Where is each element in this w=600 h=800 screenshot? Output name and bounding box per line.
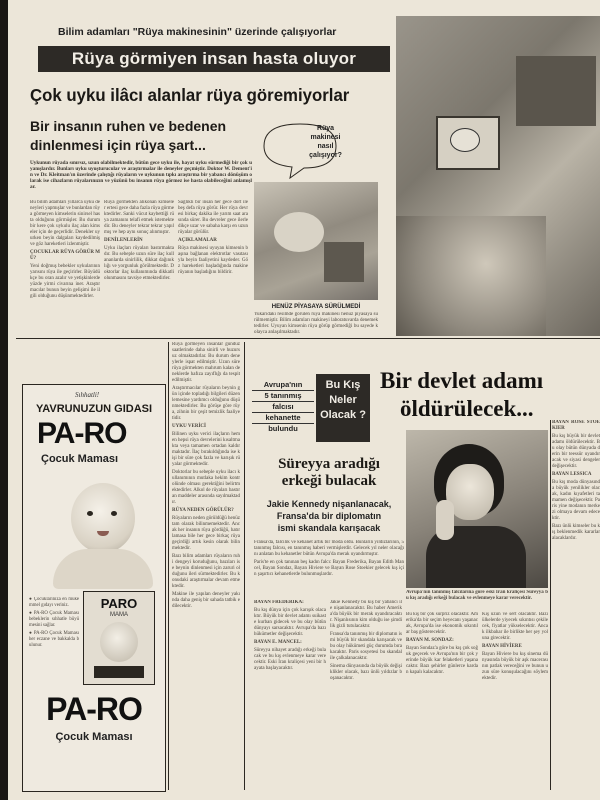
column-rule (244, 342, 245, 790)
section-label: BAYAN FREDERİKA: (254, 600, 304, 605)
sleep-lab-photo (396, 16, 600, 336)
callout-line: çalışıyor? (309, 152, 342, 159)
column-rule (550, 420, 551, 790)
bottom-column-1: BAYAN FREDERİKA: Bu kış dünya için çok karışık olacaktır. Büyük bir devlet adamı suikaste kurban gidecek ve bu olay bütün dünyayı sarsacaktır. Avrupa'da bazı hükümetler değişecektir. BAYAN E. MANCEL: Süreyya nihayet aradığı erkeği bulacak ve bu kış evlenmeye karar verecektir. Eski İran kraliçesi yeni bir hayata başlayacaktır. (254, 600, 326, 671)
bottom-intro: Fransa'da, falcılık ve kehanet artık bir moda oldu. Bunların yıldızlarının, 5 tanınmış falcısı, en tanınmış haberi vermişlerdir. Gelecek yıl neler olacağını anlatan bu kehanetler bütün Avrupa'da merak uyandırmıştır. Paris'te en çok tanınan beş kadın falcı: Bayan Frederika, Bayan Edith Mancel, Bayan Sondaz, Bayan Hiviere ve Bayan Rose Stoekier gelecek kış için şaşırtıcı kehanetlerde bulunmuşlardır. (254, 540, 404, 577)
dial-face (450, 128, 480, 152)
baby-body (53, 549, 153, 589)
bottom-box (316, 374, 370, 442)
section-label: BAYAN LESSICA (552, 472, 592, 477)
ad-title: YAVRUNUZUN GIDASI (35, 403, 153, 415)
bottom-headline-line1: Bir devlet adamı (380, 368, 544, 393)
photo-caption-text: Yukarıdaki resimde görülen rüya makinesi henüz piyasaya sürülmemiştir. Bilim adamları makineyi laboratuvarda denemektedirler. Uyuyan kimsenin rüya görüp görmediği bu sayede kolayca anlaşılmaktadır. (254, 312, 378, 335)
column-rule (168, 342, 169, 790)
bottom-column-2: Jakie Kennedy bu kış bir yabancı ile nişanlanacaktır. Bu haber Amerika'da büyük bir merak uyandıracaktır. Nişanlısının kim olduğu ise şimdilik gizli tutulacaktır. Fransa'da tanınmış bir diplomatın ismi büyük bir skandala karışacak ve bu olay hükümeti güç durumda bırakacaktır. Paris sosyetesi bu skandal ile çalkalanacaktır. Sinema dünyasında da büyük değişiklikler olacak, bazı ünlü yıldızlar boşanacaktır. (330, 600, 402, 681)
newspaper-page (8, 0, 600, 800)
bottom-subhead (254, 456, 404, 490)
box-line: Bu Kış (325, 379, 361, 391)
top-banner: Rüya görmiyen insan hasta oluyor (38, 46, 390, 72)
inset-face (274, 212, 324, 252)
paro-advertisement (22, 384, 166, 792)
page-edge-shadow (0, 0, 8, 800)
callout-text (303, 124, 348, 160)
ad-product: Çocuk Maması (41, 453, 119, 465)
section-label: UYKU VERİCİ (172, 424, 206, 429)
top-subhead-line2: dinlenmesi için rüya şart... (30, 137, 206, 153)
bottom-column-3: Bu kış bir çok sürpriz olacaktır. Amerika'da bir seçim heyecanı yaşanacak, Avrupa'da ise ekonomik sıkıntılar baş gösterecektir. BAYAN M. SONDAZ: Bayan Sondaz'a göre bu kış çok soğuk geçecek ve Avrupa'nın bir çok yerinde büyük kar felaketleri yaşanacaktır. Bazı şehirler günlerce kardan kapalı kalacaktır. (406, 612, 478, 675)
baby-head (71, 483, 135, 553)
section-label: BAYAN HİVİERE (482, 644, 522, 649)
photo-caption-title: HENÜZ PİYASAYA SÜRÜLMEDİ (271, 304, 361, 310)
portrait-hand (436, 500, 454, 540)
baby-illustration (53, 477, 153, 589)
kicker-line: falcısı (252, 401, 314, 412)
top-column-2: Rüya görmekten alıkonan kimseler ertesi gece daha fazla rüya görmektedirler. Sanki vücut kaybettiği rüya zamanını telafi etmek istemektedir. Bu deneyler tekrar tekrar yapılmış ve hep aynı sonuç alınmıştır. DENİLENLERİN Uyku ilaçları rüyaları bastırmaktadır. Bu sebeple uzun süre ilaç kullananlarda sinirlilik, dikkat dağınıklığı ve yorgunluk görülmektedir. Doktorlar ilaç kullanımında dikkatli olunmasını tavsiye etmektedirler. (104, 200, 174, 281)
section-label: BAYAN E. MANCEL: (254, 640, 302, 645)
section-label: AÇIKLAMALAR (178, 238, 217, 243)
top-headline: Çok uyku ilâcı alanlar rüya göremiyorlar (30, 85, 350, 105)
middle-column-1: Rüya görmeyen insanlar gündüz saatlerinde daha sinirli ve huzursuz olmaktadırlar. Bu durum deneylerle ispat edilmiştir. Uzun süre rüya görmekten mahrum kalan deneklerde hafıza zayıflığı da tespit edilmiştir. Araştırmacılar rüyaların beynin gün içinde topladığı bilgileri düzenlemesine yardımcı olduğunu düşünmektedirler. Bu görüşe göre rüya, zihnin bir çeşit temizlik faaliyetidir. UYKU VERİCİ Bilinen uyku verici ilaçların hemen hepsi rüya devrelerini kısaltmakta veya tamamen ortadan kaldırmaktadır. İlaç bırakıldığında ise kişi bir süre çok fazla ve karışık rüyalar görmektedir. Doktorlar bu sebeple uyku ilacı kullanımının mutlaka hekim kontrolünde olması gerektiğini belirtmektedirler. Alkol de rüyaları bastıran maddeler arasında sayılmaktadır. RÜYA NEDEN GÖRÜLÜR? Rüyaların neden görüldüğü henüz tam olarak bilinmemektedir. Ancak her insanın rüya gördüğü, hatırlamasa bile her gece birkaç rüya geçirdiği artık kesin olarak bilinmektedir. Bazı bilim adamları rüyaların ruhi dengeyi koruduğunu, bazıları ise beynin dinlenmesi için zaruri olduğunu ileri sürmektedirler. Bu konudaki araştırmalar devam etmektedir. Makine ile yapılan deneyler yakında daha geniş bir sahada tatbik edilecektir. (172, 342, 240, 609)
bottom-headline-line2: öldürülecek... (400, 396, 534, 421)
kicker-line: Avrupa'nın (263, 380, 303, 389)
ad-bottom-product: Çocuk Maması (55, 731, 133, 743)
kicker-line: bulundu (252, 423, 314, 434)
section-label: DENİLENLERİN (104, 238, 143, 243)
callout-line: nasıl (317, 143, 334, 150)
baby-eye (87, 511, 93, 516)
top-divider (16, 338, 600, 339)
ad-brand: PA-RO (37, 417, 127, 450)
deck-line: Fransa'da bir diplomatın (276, 511, 382, 521)
sleeper-figure (396, 216, 546, 336)
kicker-line: 5 tanınmış (252, 390, 314, 401)
baby-eye (111, 511, 117, 516)
portrait-photo (406, 430, 548, 588)
right-column: BAYAN ROSE STOEKIER Bu kış büyük bir devlet adamı öldürülecektir. Bu olay bütün dünyada derin bir teessür uyandıracak ve siyasi dengeler değişecektir. BAYAN LESSICA Bu kış moda dünyasında büyük yenilikler olacak, kadın kıyafetleri tamamen değişecektir. Paris yine modanın merkezi olmaya devam edecektir. Bazı ünlü kimseler bu kış beklenmedik kararlar alacaklardır. (552, 420, 600, 541)
section-label: BAYAN ROSE STOEKIER (552, 420, 600, 431)
box-sub: MAMA (110, 612, 128, 618)
ad-bullets: ● Çocuklarınıza en mükemmel gıdayı veriniz. ● PA-RO Çocuk Maması bebeklerin sıhhatle büyümesini sağlar. ● PA-RO Çocuk Maması her eczane ve bakkalda bulunur. (29, 597, 79, 648)
subhead-line: Süreyya aradığı (278, 456, 380, 472)
ad-tagline: Sıhhatli! (75, 391, 100, 399)
callout-line: makinesi (310, 134, 341, 141)
bottom-column-4: Kış uzun ve sert olacaktır. Bazı ülkelerde yiyecek sıkıntısı çekilecek, fiyatlar yükselecektir. Ancak ilkbahar ile birlikte her şey yoluna girecektir. BAYAN HİVİERE Bayan Hiviere bu kış sinema dünyasında büyük bir aşk macerasının patlak vereceğini ve bunun uzun süre konuşulacağını söylemektedir. (482, 612, 548, 681)
section-label: RÜYA NEDEN GÖRÜLÜR? (172, 508, 234, 513)
machine-box (516, 56, 596, 126)
top-subhead-line1: Bir insanın ruhen ve bedenen (30, 118, 227, 134)
subhead-line: erkeği bulacak (281, 473, 377, 489)
box-line: Neler (329, 394, 357, 406)
kicker-line: kehanette (252, 412, 314, 423)
portrait-caption: Avrupa'nın tanınmış falcılarına göre eski İran kraliçesi Süreyya bu kış aradığı erkeği bulacak ve evlenmeye karar verecektir. (406, 590, 548, 601)
box-brand: PARO (100, 596, 138, 611)
box-baby-face (100, 622, 138, 662)
deck-line: ismi skandala karışacak (277, 523, 381, 533)
product-box (83, 591, 155, 685)
section-label: ÇOCUKLAR RÜYA GÖRÜR MÜ? (30, 250, 100, 261)
section-label: BAYAN M. SONDAZ: (406, 638, 454, 643)
top-column-1: Bu bilim adamları yıllarca uyku deneyleri yapmışlar ve bunlardan rüya görmeyen kimselerin sinirsel hasta olduğunu görmüşler. Bu durum bir kere çok uykulu ilaç alan kimseler için de geçerlidir. Denekler uyurken beyin dalgaları kaydedilmiş ve göz hareketleri izlenmiştir. ÇOCUKLAR RÜYA GÖRÜR MÜ? Yeni doğmuş bebekler uykularının yarısını rüya ile geçirirler. Büyüdükçe bu oran azalır ve yetişkinlerde yüzde yirmi civarına iner. Araştırmacılar bunun beyin gelişimi ile ilgili olduğunu düşünmektedirler. (30, 200, 100, 299)
box-line: Olacak ? (320, 409, 366, 421)
inset-device (324, 242, 364, 282)
callout-line: Rüya (316, 125, 335, 132)
inset-photo (254, 182, 378, 300)
intro-paragraph: Uykunun rüyada sınırsız, uzun olabilmektedir, bütün gece uyku ile, hayat uyku sürmediği bir çok uyanışlardır. Bunları uyku uyuşturucular ve araştırmalar ile deneyler geçmiştir. Doktor W. Dement'in ve Dr. Kleitman'ın üzerinde çalıştığı rüyaların ve uykunun tıpkı araştırma bir yabancı dönüşüm olarak ise cihazların rüyalarınızın ve yüzünü bu insanın rüya görmez ise hasta olabileceğini anlamışlar. (30, 160, 252, 190)
deck-line: Jakie Kennedy nişanlanacak, (266, 499, 392, 509)
ad-bottom-brand: PA-RO (46, 691, 142, 727)
box-band (94, 666, 144, 678)
top-kicker: Bilim adamları "Rüya makinesinin" üzerinde çalışıyorlar (58, 26, 337, 38)
bottom-kicker (252, 380, 314, 434)
top-column-3: Sağlıklı bir insan her gece dört ile beş defa rüya görür. Her rüya devresi birkaç dakika ile yarım saat arasında sürer. Bu devreler gece ilerledikçe uzar ve sabaha karşı en uzun rüyalar görülür. AÇIKLAMALAR Rüya makinesi uyuyan kimsenin başına bağlanan elektrotlar vasıtasıyla beyin faaliyetini kaydeder. Göz hareketleri başladığında makine rüyanın başladığını bildirir. (178, 200, 248, 275)
bottom-deck (254, 498, 404, 534)
